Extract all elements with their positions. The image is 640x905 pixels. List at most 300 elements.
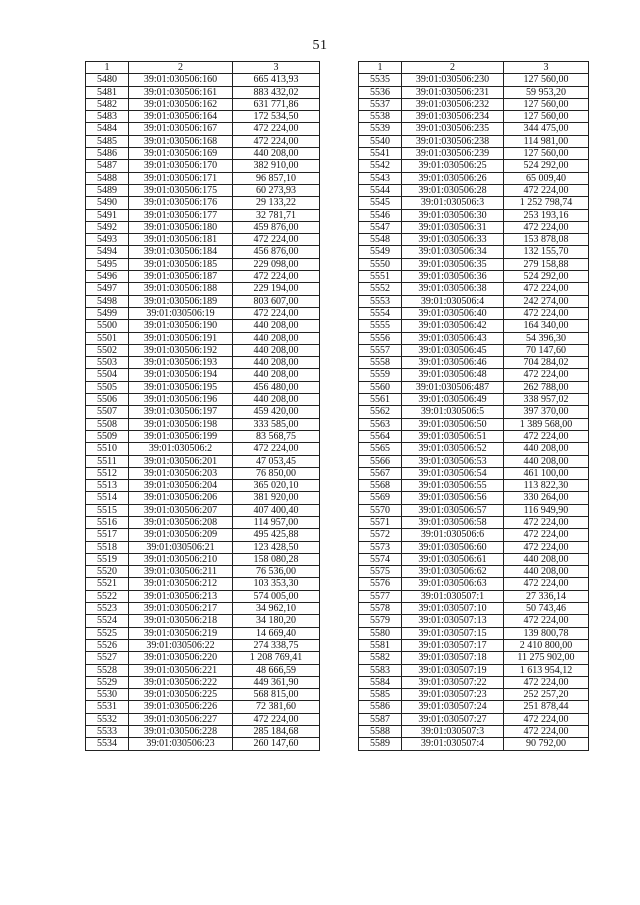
table-row bbox=[86, 664, 320, 676]
table-row bbox=[86, 86, 320, 98]
value-cell: 472 224,00 bbox=[504, 713, 589, 725]
row-number-cell: 5522 bbox=[86, 590, 129, 602]
value-cell: 103 353,30 bbox=[233, 578, 320, 590]
value-cell: 440 208,00 bbox=[233, 148, 320, 160]
table-row bbox=[359, 111, 589, 123]
row-number-cell: 5567 bbox=[359, 467, 402, 479]
table-row bbox=[86, 676, 320, 688]
table-row bbox=[86, 209, 320, 221]
cadastral-number-cell: 39:01:030507:15 bbox=[402, 627, 504, 639]
table-row bbox=[359, 701, 589, 713]
cadastral-number-cell: 39:01:030506:192 bbox=[129, 344, 233, 356]
cadastral-number-cell: 39:01:030506:46 bbox=[402, 357, 504, 369]
value-cell: 1 252 798,74 bbox=[504, 197, 589, 209]
cadastral-number-cell: 39:01:030506:61 bbox=[402, 553, 504, 565]
table-row bbox=[359, 381, 589, 393]
column-header-3: 3 bbox=[504, 62, 589, 74]
value-cell: 229 098,00 bbox=[233, 258, 320, 270]
value-cell: 472 224,00 bbox=[233, 713, 320, 725]
row-number-cell: 5498 bbox=[86, 295, 129, 307]
cadastral-number-cell: 39:01:030506:221 bbox=[129, 664, 233, 676]
cadastral-number-cell: 39:01:030506:38 bbox=[402, 283, 504, 295]
value-cell: 440 208,00 bbox=[233, 369, 320, 381]
row-number-cell: 5526 bbox=[86, 639, 129, 651]
value-cell: 253 193,16 bbox=[504, 209, 589, 221]
cadastral-number-cell: 39:01:030506:180 bbox=[129, 221, 233, 233]
value-cell: 440 208,00 bbox=[233, 320, 320, 332]
cadastral-number-cell: 39:01:030506:231 bbox=[402, 86, 504, 98]
cadastral-number-cell: 39:01:030506:23 bbox=[129, 738, 233, 750]
value-cell: 440 208,00 bbox=[233, 394, 320, 406]
cadastral-number-cell: 39:01:030506:220 bbox=[129, 652, 233, 664]
table-row bbox=[359, 480, 589, 492]
row-number-cell: 5489 bbox=[86, 184, 129, 196]
cadastral-number-cell: 39:01:030506:222 bbox=[129, 676, 233, 688]
row-number-cell: 5570 bbox=[359, 504, 402, 516]
table-row bbox=[86, 357, 320, 369]
cadastral-number-cell: 39:01:030506:198 bbox=[129, 418, 233, 430]
row-number-cell: 5513 bbox=[86, 480, 129, 492]
table-row bbox=[359, 394, 589, 406]
table-row bbox=[359, 652, 589, 664]
cadastral-number-cell: 39:01:030506:177 bbox=[129, 209, 233, 221]
cadastral-number-cell: 39:01:030506:232 bbox=[402, 98, 504, 110]
row-number-cell: 5563 bbox=[359, 418, 402, 430]
cadastral-number-cell: 39:01:030506:45 bbox=[402, 344, 504, 356]
row-number-cell: 5550 bbox=[359, 258, 402, 270]
row-number-cell: 5544 bbox=[359, 184, 402, 196]
value-cell: 72 381,60 bbox=[233, 701, 320, 713]
row-number-cell: 5562 bbox=[359, 406, 402, 418]
cadastral-number-cell: 39:01:030506:190 bbox=[129, 320, 233, 332]
cadastral-number-cell: 39:01:030506:36 bbox=[402, 271, 504, 283]
table-row bbox=[86, 652, 320, 664]
table-row bbox=[359, 639, 589, 651]
value-cell: 34 180,20 bbox=[233, 615, 320, 627]
cadastral-number-cell: 39:01:030506:201 bbox=[129, 455, 233, 467]
cadastral-number-cell: 39:01:030506:160 bbox=[129, 74, 233, 86]
cadastral-number-cell: 39:01:030506:167 bbox=[129, 123, 233, 135]
table-row bbox=[86, 111, 320, 123]
cadastral-number-cell: 39:01:030506:187 bbox=[129, 271, 233, 283]
row-number-cell: 5541 bbox=[359, 148, 402, 160]
table-row bbox=[359, 271, 589, 283]
row-number-cell: 5510 bbox=[86, 443, 129, 455]
value-cell: 440 208,00 bbox=[504, 553, 589, 565]
table-row bbox=[359, 74, 589, 86]
table-row bbox=[86, 603, 320, 615]
value-cell: 127 560,00 bbox=[504, 74, 589, 86]
table-row bbox=[359, 430, 589, 442]
cadastral-number-cell: 39:01:030506:55 bbox=[402, 480, 504, 492]
row-number-cell: 5564 bbox=[359, 430, 402, 442]
row-number-cell: 5531 bbox=[86, 701, 129, 713]
cadastral-number-cell: 39:01:030506:48 bbox=[402, 369, 504, 381]
row-number-cell: 5482 bbox=[86, 98, 129, 110]
cadastral-number-cell: 39:01:030506:209 bbox=[129, 529, 233, 541]
value-cell: 365 020,10 bbox=[233, 480, 320, 492]
cadastral-number-cell: 39:01:030506:49 bbox=[402, 394, 504, 406]
value-cell: 472 224,00 bbox=[504, 726, 589, 738]
cadastral-number-cell: 39:01:030506:212 bbox=[129, 578, 233, 590]
table-row bbox=[86, 443, 320, 455]
cadastral-number-cell: 39:01:030506:170 bbox=[129, 160, 233, 172]
table-row bbox=[86, 701, 320, 713]
value-cell: 461 100,00 bbox=[504, 467, 589, 479]
row-number-cell: 5572 bbox=[359, 529, 402, 541]
cadastral-number-cell: 39:01:030506:164 bbox=[129, 111, 233, 123]
table-row bbox=[359, 578, 589, 590]
table-row bbox=[86, 258, 320, 270]
cadastral-number-cell: 39:01:030507:23 bbox=[402, 689, 504, 701]
row-number-cell: 5583 bbox=[359, 664, 402, 676]
value-cell: 333 585,00 bbox=[233, 418, 320, 430]
table-row bbox=[359, 603, 589, 615]
cadastral-number-cell: 39:01:030506:208 bbox=[129, 516, 233, 528]
value-cell: 472 224,00 bbox=[233, 271, 320, 283]
value-cell: 34 962,10 bbox=[233, 603, 320, 615]
table-row bbox=[86, 135, 320, 147]
cadastral-number-cell: 39:01:030506:206 bbox=[129, 492, 233, 504]
table-row bbox=[359, 369, 589, 381]
value-cell: 274 338,75 bbox=[233, 639, 320, 651]
value-cell: 440 208,00 bbox=[504, 443, 589, 455]
value-cell: 472 224,00 bbox=[233, 123, 320, 135]
row-number-cell: 5499 bbox=[86, 307, 129, 319]
cadastral-number-cell: 39:01:030506:225 bbox=[129, 689, 233, 701]
value-cell: 397 370,00 bbox=[504, 406, 589, 418]
table-row bbox=[86, 394, 320, 406]
value-cell: 65 009,40 bbox=[504, 172, 589, 184]
column-header-2: 2 bbox=[402, 62, 504, 74]
row-number-cell: 5568 bbox=[359, 480, 402, 492]
row-number-cell: 5486 bbox=[86, 148, 129, 160]
cadastral-number-cell: 39:01:030506:58 bbox=[402, 516, 504, 528]
cadastral-number-cell: 39:01:030506:217 bbox=[129, 603, 233, 615]
value-cell: 407 400,40 bbox=[233, 504, 320, 516]
row-number-cell: 5519 bbox=[86, 553, 129, 565]
cadastral-number-cell: 39:01:030507:24 bbox=[402, 701, 504, 713]
table-row bbox=[359, 234, 589, 246]
table-row bbox=[359, 590, 589, 602]
cadastral-number-cell: 39:01:030506:203 bbox=[129, 467, 233, 479]
cadastral-number-cell: 39:01:030506:235 bbox=[402, 123, 504, 135]
row-number-cell: 5503 bbox=[86, 357, 129, 369]
table-row bbox=[86, 455, 320, 467]
table-body-right bbox=[359, 74, 589, 750]
row-number-cell: 5518 bbox=[86, 541, 129, 553]
table-row bbox=[86, 713, 320, 725]
cadastral-number-cell: 39:01:030507:4 bbox=[402, 738, 504, 750]
value-cell: 285 184,68 bbox=[233, 726, 320, 738]
cadastral-number-cell: 39:01:030506:213 bbox=[129, 590, 233, 602]
table-row bbox=[359, 492, 589, 504]
row-number-cell: 5528 bbox=[86, 664, 129, 676]
row-number-cell: 5517 bbox=[86, 529, 129, 541]
table-row bbox=[86, 738, 320, 750]
cadastral-number-cell: 39:01:030506:197 bbox=[129, 406, 233, 418]
cadastral-number-cell: 39:01:030506:43 bbox=[402, 332, 504, 344]
row-number-cell: 5581 bbox=[359, 639, 402, 651]
row-number-cell: 5589 bbox=[359, 738, 402, 750]
cadastral-number-cell: 39:01:030506:33 bbox=[402, 234, 504, 246]
table-body-left bbox=[86, 74, 320, 750]
table-row bbox=[86, 418, 320, 430]
row-number-cell: 5536 bbox=[359, 86, 402, 98]
table-row bbox=[359, 627, 589, 639]
cadastral-number-cell: 39:01:030506:234 bbox=[402, 111, 504, 123]
cadastral-number-cell: 39:01:030506:195 bbox=[129, 381, 233, 393]
cadastral-number-cell: 39:01:030507:13 bbox=[402, 615, 504, 627]
table-row bbox=[86, 639, 320, 651]
value-cell: 1 208 769,41 bbox=[233, 652, 320, 664]
value-cell: 472 224,00 bbox=[504, 529, 589, 541]
table-row bbox=[359, 443, 589, 455]
cadastral-number-cell: 39:01:030506:26 bbox=[402, 172, 504, 184]
cadastral-number-cell: 39:01:030506:227 bbox=[129, 713, 233, 725]
value-cell: 472 224,00 bbox=[233, 443, 320, 455]
value-cell: 382 910,00 bbox=[233, 160, 320, 172]
table-header-row bbox=[86, 62, 320, 74]
cadastral-number-cell: 39:01:030506:35 bbox=[402, 258, 504, 270]
table-row bbox=[359, 295, 589, 307]
row-number-cell: 5569 bbox=[359, 492, 402, 504]
value-cell: 90 792,00 bbox=[504, 738, 589, 750]
value-cell: 47 053,45 bbox=[233, 455, 320, 467]
row-number-cell: 5502 bbox=[86, 344, 129, 356]
value-cell: 164 340,00 bbox=[504, 320, 589, 332]
table-row bbox=[359, 566, 589, 578]
cadastral-number-cell: 39:01:030506:31 bbox=[402, 221, 504, 233]
table-row bbox=[359, 197, 589, 209]
table-row bbox=[86, 234, 320, 246]
row-number-cell: 5527 bbox=[86, 652, 129, 664]
cadastral-number-cell: 39:01:030506:4 bbox=[402, 295, 504, 307]
row-number-cell: 5548 bbox=[359, 234, 402, 246]
cadastral-number-cell: 39:01:030506:19 bbox=[129, 307, 233, 319]
table-row bbox=[359, 283, 589, 295]
row-number-cell: 5573 bbox=[359, 541, 402, 553]
row-number-cell: 5588 bbox=[359, 726, 402, 738]
cadastral-number-cell: 39:01:030506:162 bbox=[129, 98, 233, 110]
row-number-cell: 5540 bbox=[359, 135, 402, 147]
row-number-cell: 5580 bbox=[359, 627, 402, 639]
table-row bbox=[86, 184, 320, 196]
value-cell: 127 560,00 bbox=[504, 148, 589, 160]
table-row bbox=[86, 480, 320, 492]
row-number-cell: 5557 bbox=[359, 344, 402, 356]
row-number-cell: 5578 bbox=[359, 603, 402, 615]
row-number-cell: 5555 bbox=[359, 320, 402, 332]
row-number-cell: 5491 bbox=[86, 209, 129, 221]
row-number-cell: 5546 bbox=[359, 209, 402, 221]
cadastral-number-cell: 39:01:030506:218 bbox=[129, 615, 233, 627]
row-number-cell: 5507 bbox=[86, 406, 129, 418]
value-cell: 83 568,75 bbox=[233, 430, 320, 442]
cadastral-table-left bbox=[85, 61, 320, 751]
value-cell: 127 560,00 bbox=[504, 111, 589, 123]
value-cell: 2 410 800,00 bbox=[504, 639, 589, 651]
cadastral-number-cell: 39:01:030506:191 bbox=[129, 332, 233, 344]
table-row bbox=[86, 98, 320, 110]
cadastral-number-cell: 39:01:030506:226 bbox=[129, 701, 233, 713]
value-cell: 459 420,00 bbox=[233, 406, 320, 418]
cadastral-number-cell: 39:01:030506:196 bbox=[129, 394, 233, 406]
value-cell: 524 292,00 bbox=[504, 271, 589, 283]
value-cell: 229 194,00 bbox=[233, 283, 320, 295]
cadastral-number-cell: 39:01:030506:62 bbox=[402, 566, 504, 578]
table-row bbox=[359, 726, 589, 738]
value-cell: 252 257,20 bbox=[504, 689, 589, 701]
cadastral-number-cell: 39:01:030507:27 bbox=[402, 713, 504, 725]
row-number-cell: 5520 bbox=[86, 566, 129, 578]
page-number: 51 bbox=[312, 38, 328, 53]
table-row bbox=[359, 135, 589, 147]
table-row bbox=[86, 615, 320, 627]
column-header-1: 1 bbox=[86, 62, 129, 74]
row-number-cell: 5552 bbox=[359, 283, 402, 295]
cadastral-number-cell: 39:01:030507:22 bbox=[402, 676, 504, 688]
value-cell: 172 534,50 bbox=[233, 111, 320, 123]
row-number-cell: 5490 bbox=[86, 197, 129, 209]
row-number-cell: 5533 bbox=[86, 726, 129, 738]
table-row bbox=[86, 160, 320, 172]
row-number-cell: 5577 bbox=[359, 590, 402, 602]
value-cell: 59 953,20 bbox=[504, 86, 589, 98]
table-row bbox=[86, 246, 320, 258]
row-number-cell: 5509 bbox=[86, 430, 129, 442]
table-row bbox=[359, 148, 589, 160]
cadastral-number-cell: 39:01:030507:1 bbox=[402, 590, 504, 602]
cadastral-number-cell: 39:01:030506:63 bbox=[402, 578, 504, 590]
table-row bbox=[86, 283, 320, 295]
table-row bbox=[359, 676, 589, 688]
cadastral-number-cell: 39:01:030506:219 bbox=[129, 627, 233, 639]
table-row bbox=[86, 689, 320, 701]
value-cell: 330 264,00 bbox=[504, 492, 589, 504]
row-number-cell: 5524 bbox=[86, 615, 129, 627]
value-cell: 279 158,88 bbox=[504, 258, 589, 270]
value-cell: 440 208,00 bbox=[233, 332, 320, 344]
table-row bbox=[86, 566, 320, 578]
table-row bbox=[359, 332, 589, 344]
table-row bbox=[86, 271, 320, 283]
table-row bbox=[86, 578, 320, 590]
value-cell: 132 155,70 bbox=[504, 246, 589, 258]
table-row bbox=[359, 529, 589, 541]
row-number-cell: 5501 bbox=[86, 332, 129, 344]
table-row bbox=[86, 529, 320, 541]
value-cell: 472 224,00 bbox=[233, 307, 320, 319]
cadastral-number-cell: 39:01:030506:184 bbox=[129, 246, 233, 258]
value-cell: 472 224,00 bbox=[504, 541, 589, 553]
row-number-cell: 5554 bbox=[359, 307, 402, 319]
value-cell: 260 147,60 bbox=[233, 738, 320, 750]
table-row bbox=[359, 123, 589, 135]
cadastral-number-cell: 39:01:030506:2 bbox=[129, 443, 233, 455]
table-row bbox=[359, 160, 589, 172]
cadastral-number-cell: 39:01:030506:181 bbox=[129, 234, 233, 246]
table-row bbox=[359, 738, 589, 750]
row-number-cell: 5492 bbox=[86, 221, 129, 233]
value-cell: 495 425,88 bbox=[233, 529, 320, 541]
value-cell: 96 857,10 bbox=[233, 172, 320, 184]
row-number-cell: 5511 bbox=[86, 455, 129, 467]
cadastral-number-cell: 39:01:030506:211 bbox=[129, 566, 233, 578]
row-number-cell: 5560 bbox=[359, 381, 402, 393]
value-cell: 440 208,00 bbox=[504, 566, 589, 578]
row-number-cell: 5516 bbox=[86, 516, 129, 528]
cadastral-number-cell: 39:01:030506:168 bbox=[129, 135, 233, 147]
table-row bbox=[86, 504, 320, 516]
value-cell: 472 224,00 bbox=[504, 615, 589, 627]
table-row bbox=[86, 295, 320, 307]
table-row bbox=[86, 74, 320, 86]
row-number-cell: 5532 bbox=[86, 713, 129, 725]
cadastral-number-cell: 39:01:030506:56 bbox=[402, 492, 504, 504]
row-number-cell: 5515 bbox=[86, 504, 129, 516]
table-row bbox=[86, 516, 320, 528]
value-cell: 449 361,90 bbox=[233, 676, 320, 688]
cadastral-number-cell: 39:01:030506:57 bbox=[402, 504, 504, 516]
value-cell: 1 389 568,00 bbox=[504, 418, 589, 430]
cadastral-number-cell: 39:01:030506:50 bbox=[402, 418, 504, 430]
row-number-cell: 5525 bbox=[86, 627, 129, 639]
value-cell: 883 432,02 bbox=[233, 86, 320, 98]
row-number-cell: 5488 bbox=[86, 172, 129, 184]
value-cell: 472 224,00 bbox=[504, 369, 589, 381]
table-header-row bbox=[359, 62, 589, 74]
value-cell: 472 224,00 bbox=[504, 516, 589, 528]
table-row bbox=[359, 246, 589, 258]
cadastral-number-cell: 39:01:030506:171 bbox=[129, 172, 233, 184]
value-cell: 803 607,00 bbox=[233, 295, 320, 307]
row-number-cell: 5506 bbox=[86, 394, 129, 406]
row-number-cell: 5487 bbox=[86, 160, 129, 172]
table-row bbox=[86, 320, 320, 332]
value-cell: 76 536,00 bbox=[233, 566, 320, 578]
cadastral-number-cell: 39:01:030506:5 bbox=[402, 406, 504, 418]
value-cell: 472 224,00 bbox=[233, 234, 320, 246]
table-row bbox=[359, 516, 589, 528]
cadastral-number-cell: 39:01:030506:175 bbox=[129, 184, 233, 196]
row-number-cell: 5514 bbox=[86, 492, 129, 504]
value-cell: 116 949,90 bbox=[504, 504, 589, 516]
value-cell: 338 957,02 bbox=[504, 394, 589, 406]
row-number-cell: 5484 bbox=[86, 123, 129, 135]
row-number-cell: 5500 bbox=[86, 320, 129, 332]
row-number-cell: 5575 bbox=[359, 566, 402, 578]
table-row bbox=[359, 553, 589, 565]
row-number-cell: 5576 bbox=[359, 578, 402, 590]
row-number-cell: 5556 bbox=[359, 332, 402, 344]
row-number-cell: 5523 bbox=[86, 603, 129, 615]
row-number-cell: 5543 bbox=[359, 172, 402, 184]
table-row bbox=[86, 627, 320, 639]
table-row bbox=[359, 541, 589, 553]
row-number-cell: 5566 bbox=[359, 455, 402, 467]
value-cell: 27 336,14 bbox=[504, 590, 589, 602]
value-cell: 440 208,00 bbox=[233, 344, 320, 356]
cadastral-number-cell: 39:01:030506:210 bbox=[129, 553, 233, 565]
table-row bbox=[86, 172, 320, 184]
cadastral-number-cell: 39:01:030507:18 bbox=[402, 652, 504, 664]
cadastral-number-cell: 39:01:030506:199 bbox=[129, 430, 233, 442]
cadastral-number-cell: 39:01:030506:238 bbox=[402, 135, 504, 147]
row-number-cell: 5505 bbox=[86, 381, 129, 393]
row-number-cell: 5559 bbox=[359, 369, 402, 381]
row-number-cell: 5587 bbox=[359, 713, 402, 725]
